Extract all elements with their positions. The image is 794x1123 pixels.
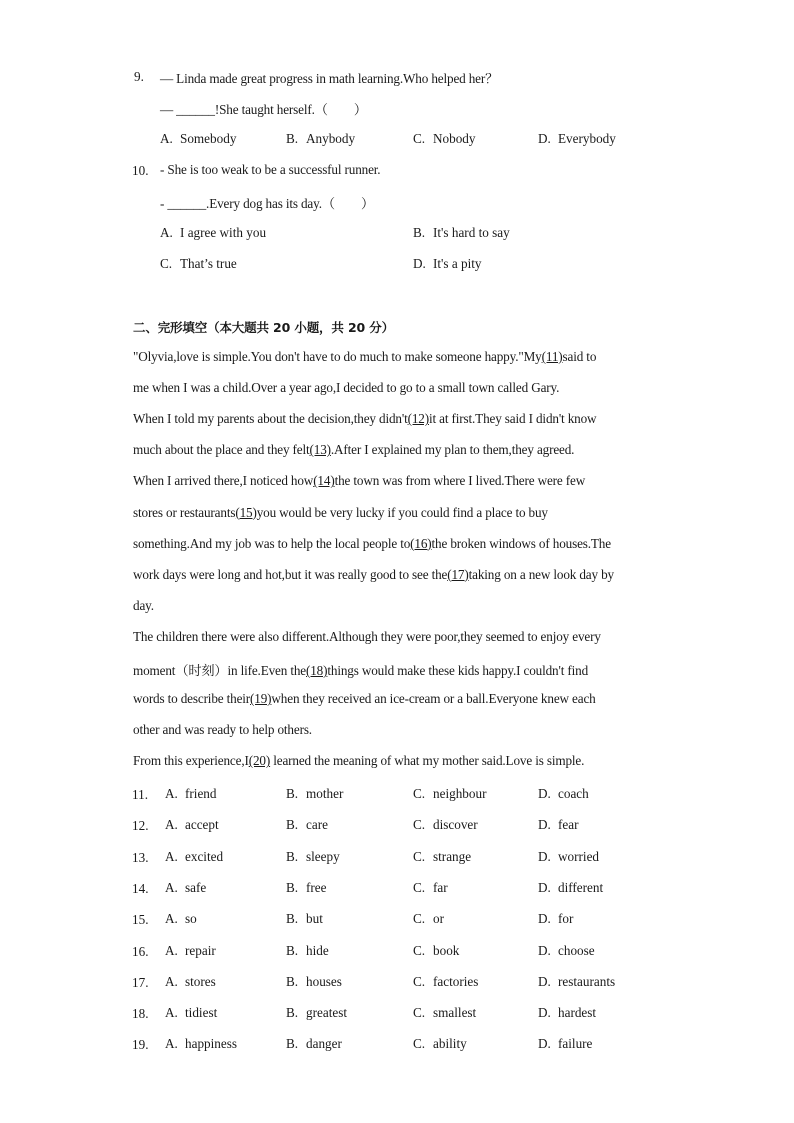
option-text: houses [306,973,342,989]
option-letter: D. [538,786,551,801]
option-text: far [433,879,448,895]
question-stem: — ______!She taught herself.（ ） [160,102,367,117]
passage-line [133,567,614,583]
option-text: repair [185,942,216,958]
option-d [538,974,615,990]
option-letter: C. [160,256,173,271]
option-text: free [306,879,327,895]
cloze-question-number: 18. [132,1006,149,1022]
passage-text: moment（时刻）in life.Even the [133,663,306,678]
option-letter: A. [165,879,178,895]
option-c [413,786,486,802]
option-c [413,880,448,896]
option-letter: A. [165,942,178,958]
option-d [538,849,599,865]
option-letter: C. [413,131,426,146]
cloze-question-number: 11. [132,787,148,802]
cloze-blank: (11) [541,349,563,364]
passage-text: you would be very lucky if you could find a place to buy [256,504,548,520]
passage-line [133,753,584,769]
option-text: Somebody [180,131,237,146]
passage-line [133,660,588,679]
passage-text: said to [562,349,597,364]
option-a [160,225,266,241]
option-text: mother [306,786,344,801]
option-d [413,256,482,272]
option-b [286,131,355,147]
option-letter: B. [286,942,299,958]
passage-text: work days were long and hot,but it was really good to see the [133,566,448,582]
question-number: 9. [134,69,144,84]
option-text: It's a pity [433,256,482,271]
option-text: danger [306,1036,342,1052]
option-letter: B. [286,1036,299,1052]
passage-line [133,349,596,365]
option-text: restaurants [558,973,616,989]
option-b [286,849,340,865]
cloze-question-number: 12. [132,818,149,834]
option-text: or [433,911,444,927]
option-text: smallest [433,1005,477,1021]
passage-line [133,505,548,521]
cloze-question-number: 17. [132,974,149,990]
option-c [160,256,237,272]
option-text: greatest [306,1005,348,1021]
cloze-blank: (20) [248,753,271,769]
option-c [413,974,478,990]
option-a [165,1036,237,1052]
option-text: but [306,911,323,927]
question-stem: - She is too weak to be a successful runner. [160,162,381,177]
option-b [286,817,328,833]
question-stem: — Linda made great progress in math learning.Who helped her？ [160,71,499,86]
option-letter: D. [413,256,426,271]
cloze-blank: (14) [313,473,335,489]
option-c [413,1036,467,1052]
option-text: care [306,817,328,833]
passage-text: learned the meaning of what my mother said.Love is simple. [270,753,585,769]
passage-text: "Olyvia,love is simple.You don't have to do much to make someone happy."My [133,349,542,364]
passage-text: something.And my job was to help the local people to [133,535,411,551]
option-a [160,131,236,147]
option-text: safe [185,879,207,895]
option-d [538,1005,596,1021]
question-number: 10. [132,163,149,178]
option-letter: B. [286,131,299,146]
option-text: excited [185,848,224,864]
option-text: strange [433,848,472,864]
passage-text: .After I explained my plan to them,they agreed. [330,442,575,458]
passage-text: me when I was a child.Over a year ago,I decided to go to a small town called Gary. [133,380,560,396]
option-d [538,880,603,896]
option-a [165,786,217,802]
option-letter: B. [286,817,299,833]
passage-line [133,442,574,458]
option-letter: A. [160,225,173,240]
option-b [286,786,343,802]
passage-line [133,691,596,707]
option-text: failure [558,1036,593,1052]
cloze-question-number: 15. [132,912,149,928]
option-letter: B. [286,911,299,927]
option-d [538,911,573,927]
option-letter: C. [413,1005,426,1021]
option-text: discover [433,817,478,833]
passage-line [133,536,611,552]
option-b [286,880,327,896]
option-b [286,943,329,959]
option-a [165,1005,217,1021]
option-text: for [558,911,574,927]
passage-line [133,598,154,614]
option-letter: C. [413,879,426,895]
option-text: That’s true [180,256,237,271]
option-a [165,849,223,865]
option-c [413,1005,476,1021]
cloze-blank: (18) [306,663,328,678]
option-text: hide [306,942,329,958]
passage-line [133,411,596,427]
option-letter: A. [165,817,178,833]
option-a [165,943,216,959]
option-letter: A. [165,1005,178,1021]
option-b [286,1005,347,1021]
option-a [165,911,197,927]
section-title: 二、完形填空（本大题共 20 小题，共 20 分） [133,320,394,335]
passage-text: words to describe their [133,691,251,707]
option-text: stores [185,973,216,989]
option-c [413,911,444,927]
option-letter: C. [413,817,426,833]
passage-text: taking on a new look day by [468,566,614,582]
option-text: sleepy [306,848,340,864]
cloze-blank: (13) [309,442,331,458]
option-d [538,131,616,147]
passage-text: other and was ready to help others. [133,722,312,738]
passage-text: day. [133,597,154,613]
option-letter: D. [538,1036,551,1052]
option-text: book [433,942,460,958]
option-letter: D. [538,879,551,895]
option-letter: B. [413,225,426,240]
option-letter: B. [286,786,299,801]
cloze-question-number: 16. [132,943,149,959]
option-a [165,817,219,833]
option-text: so [185,911,197,927]
option-text: worried [558,848,600,864]
option-text: happiness [185,1036,238,1052]
passage-text: the town was from where I lived.There were few [334,473,586,489]
option-letter: B. [286,1005,299,1021]
passage-line [133,722,312,738]
option-text: different [558,879,604,895]
option-c [413,849,471,865]
option-letter: C. [413,911,426,927]
option-text: tidiest [185,1005,218,1021]
passage-text: things would make these kids happy.I couldn't find [327,663,589,678]
option-b [286,911,323,927]
option-d [538,1036,592,1052]
passage-text: When I arrived there,I noticed how [133,473,314,489]
passage-line [133,380,559,396]
option-text: I agree with you [180,225,267,240]
cloze-blank: (15) [235,504,257,520]
option-text: It's hard to say [433,225,510,240]
option-letter: B. [286,879,299,895]
passage-text: The children there were also different.Although they were poor,they seemed to enjoy every [133,628,601,644]
passage-text: stores or restaurants [133,504,236,520]
cloze-blank: (19) [250,691,272,707]
passage-text: When I told my parents about the decision,they didn't [133,411,408,427]
option-letter: D. [538,817,551,833]
option-text: Nobody [433,131,476,146]
option-d [538,786,589,802]
option-letter: D. [538,848,551,864]
option-d [538,817,579,833]
option-c [413,943,459,959]
option-letter: B. [286,848,299,864]
option-letter: C. [413,786,426,801]
cloze-question-number: 19. [132,1037,149,1053]
passage-text: much about the place and they felt [133,442,310,458]
passage-text: it at first.They said I didn't know [428,411,597,427]
option-c [413,131,476,147]
option-a [165,974,216,990]
option-letter: D. [538,131,551,146]
option-letter: A. [165,973,178,989]
question-stem: - ______.Every dog has its day.（ ） [160,196,375,211]
option-text: coach [558,786,589,801]
cloze-question-number: 13. [132,849,149,865]
option-letter: A. [165,786,178,801]
cloze-blank: (16) [410,535,432,551]
option-letter: A. [160,131,173,146]
option-text: fear [558,817,579,833]
option-letter: A. [165,848,178,864]
option-text: Anybody [306,131,356,146]
option-letter: A. [165,911,178,927]
option-text: hardest [558,1005,597,1021]
option-letter: D. [538,973,551,989]
option-b [413,225,510,241]
option-letter: B. [286,973,299,989]
option-text: neighbour [433,786,487,801]
option-a [165,880,206,896]
option-letter: D. [538,942,551,958]
passage-text: the broken windows of houses.The [431,535,611,551]
option-letter: D. [538,1005,551,1021]
passage-line [133,473,585,489]
option-b [286,974,342,990]
cloze-question-number: 14. [132,880,149,896]
passage-text: when they received an ice-cream or a ball.Everyone knew each [271,691,596,707]
option-letter: C. [413,942,426,958]
option-b [286,1036,342,1052]
passage-text: From this experience,I [133,753,249,769]
option-text: friend [185,786,217,801]
option-letter: C. [413,973,426,989]
option-text: ability [433,1036,467,1052]
cloze-blank: (12) [407,411,429,427]
option-d [538,943,595,959]
cloze-blank: (17) [447,566,469,582]
option-c [413,817,478,833]
option-text: factories [433,973,479,989]
option-letter: D. [538,911,551,927]
option-letter: C. [413,1036,426,1052]
option-letter: A. [165,1036,178,1052]
option-text: accept [185,817,219,833]
passage-line [133,629,601,645]
option-text: choose [558,942,595,958]
option-text: Everybody [558,131,616,146]
option-letter: C. [413,848,426,864]
